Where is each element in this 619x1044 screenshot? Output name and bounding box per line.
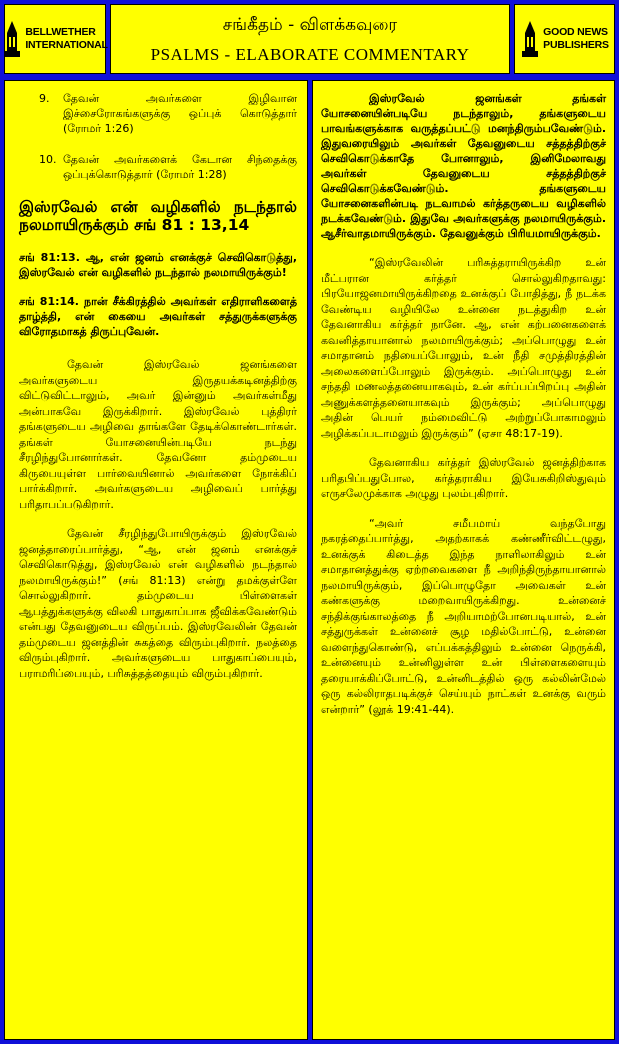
verse-13: சங் 81:13. ஆ, என் ஜனம் எனக்குச் செவிகொடுத்து, இஸ்ரவேல் என் வழிகளில் நடந்தால் நலமாயிருக்கும்! bbox=[19, 251, 297, 279]
goodnews-logo-text bbox=[543, 26, 609, 52]
bellwether-logo-icon bbox=[2, 19, 22, 59]
bellwether-logo-text bbox=[25, 26, 107, 52]
logo-line: GOOD NEWS bbox=[543, 26, 608, 38]
list-text: தேவன் அவர்களைக் கேடான சிந்தைக்கு ஒப்புக்கொடுத்தார் (ரோமர் 1:28) bbox=[63, 153, 297, 181]
verse-14: சங் 81:14. நான் சீக்கிரத்தில் அவர்கள் எதிராளிகளைத் தாழ்த்தி, என் கையை அவர்கள் சத்துருக்களுக்கு விரோதமாகத் திருப்புவேன். bbox=[19, 295, 297, 338]
list-number: 10. bbox=[39, 153, 57, 166]
section-heading: இஸ்ரவேல் என் வழிகளில் நடந்தால் நலமாயிருக்கும் சங் 81 : 13,14 bbox=[19, 198, 297, 234]
bellwether-logo-box bbox=[4, 4, 106, 74]
title-tamil: சங்கீதம் - விளக்கவுரை bbox=[222, 15, 398, 35]
list-text: தேவன் அவர்களை இழிவான இச்சைரோகங்களுக்கு ஒப்புக் கொடுத்தார் (ரோமர் 1:26) bbox=[63, 92, 297, 135]
right-column bbox=[312, 80, 615, 1040]
scripture-quote: “இஸ்ரவேலின் பரிசுத்தராயிருக்கிற உன் மீட்பரான கர்த்தர் சொல்லுகிறதாவது: பிரயோஜனமாயிருக்கிறதை உனக்குப் போதித்து, நீ நடக்க வேண்டிய வழியிலே உன்னை நடத்துகிற உன் தேவனாகிய கர்த்தர் நானே. ஆ, என் கற்பனைகளைக் கவனித்தாயானால் நலமாயிருக்கும்; அப்பொழுது உன் சமாதானம் நதியைப்போலும், உன் நீதி சமுத்திரத்தின் அலைகளைப்போலும் இருக்கும். அப்பொழுது உன் சந்ததி மணலத்தனையாகவும், உன் கர்ப்பப்பிறப்பு அதின் அணுக்களத்தனையாகவும் இருக்கும்; அப்பொழுது அதின் பெயர் நம்மைவிட்டு அற்றுப்போகாமலும் அழிக்கப்படாமலும் இருக்கும்” (ஏசா 48:17-19). bbox=[321, 256, 606, 440]
scripture-quote: “அவர் சமீபமாய் வந்தபோது நகரத்தைப்பார்த்து, அதற்காகக் கண்ணீர்விட்டழுது, உனக்குக் கிடைத்த இந்த நாளிலாகிலும் உன் சமாதானத்துக்கு ஏற்றவைகளை நீ அறிந்திருந்தாயானால் நலமாயிருக்கும், இப்பொழுதோ அவைகள் உன் கண்களுக்கு மறைவாயிருக்கிறது. உன்னைச் சந்திக்குங்காலத்தை நீ அறியாமற்போனபடியால், உன் சத்துருக்கள் உன்னைச் சூழ மதில்போட்டு, உன்னை வளைந்துகொண்டு, எப்பக்கத்திலும் உன்னை நெருக்கி, உன்னையும் உன்னிலுள்ள உன் பிள்ளைகளையும் தரையாக்கிப்போட்டு, உன்னிடத்தில் ஒரு கல்லின்மேல் ஒரு கல்லிராதபடிக்குச் செய்யும் நாட்கள் உனக்கு வரும் என்றார்” (லூக் 19:41-44). bbox=[321, 516, 606, 716]
goodnews-logo-box bbox=[514, 4, 615, 74]
list-number: 9. bbox=[39, 92, 50, 105]
paragraph: தேவனாகிய கர்த்தர் இஸ்ரவேல் ஜனத்திற்காக பரிதபிப்பதுபோல, கர்த்தராகிய இயேசுகிறிஸ்துவும் எருசலேமுக்காக அழுது புலம்புகிறார். bbox=[321, 456, 606, 500]
paragraph: தேவன் சீரழிந்துபோயிருக்கும் இஸ்ரவேல் ஜனத்தாரைப்பார்த்து, “ஆ, என் ஜனம் எனக்குச் செவிகொடுத்து, இஸ்ரவேல் என் வழிகளில் நடந்தால் நலமாயிருக்கும்!” (சங் 81:13) என்று தமக்குள்ளே சொல்லுகிறார். தம்முடைய பிள்ளைகள் ஆபத்துக்களுக்கு விலகி பாதுகாப்பாக ஜீவிக்கவேண்டும் என்பது தேவனுடைய விருப்பம். இஸ்ரவேலின் தேவன் தம்முடைய ஜனத்தின் சுகத்தை விரும்புகிறார். நலத்தை விரும்புகிறார். அவர்களுடைய பாதுகாப்பையும், பராமரிப்பையும், பரிசுத்தத்தையும் விரும்புகிறார். bbox=[19, 527, 297, 680]
header-title-box bbox=[110, 4, 510, 74]
bold-paragraph: இஸ்ரவேல் ஜனங்கள் தங்கள் யோசனையின்படியே நடந்தாலும், தங்களுடைய பாவங்களுக்காக வருத்தப்பட்டு மனந்திரும்பவேண்டும். இதுவரையிலும் அவர்கள் தேவனுடைய சத்தத்திற்குச் செவிகொடுக்காதே போனாலும், இனிமேலாவது அவர்கள் தேவனுடைய சத்தத்திற்குச் செவிகொடுக்கவேண்டும். தங்களுடைய யோசனைகளின்படி நடவாமல் கர்த்தருடைய வழிகளில் நடக்கவேண்டும். இதுவே அவர்களுக்கு நலமாயிருக்கும். ஆசீர்வாதமாயிருக்கும். தேவனுக்கும் பிரியமாயிருக்கும். bbox=[321, 92, 606, 240]
paragraph: தேவன் இஸ்ரவேல் ஜனங்களை அவர்களுடைய இருதயக்கடினத்திற்கு விட்டுவிட்டாலும், அவர் இன்னும் அவர்கள்மீது அன்பாகவே இருக்கிறார். இஸ்ரவேல் புத்திரர் தங்களுடைய அழிவை தாங்களே தேடிக்கொண்டார்கள். தங்கள் யோசனையின்படியே நடந்து சீரழிந்துபோனார்கள். தேவனோ தம்முடைய கிருபையுள்ள பார்வையினால் அவர்களை நோக்கிப் பார்க்கிறார். அவர்களுடைய அழிவைப் பார்த்து பரிதாபப்படுகிறார். bbox=[19, 358, 297, 511]
logo-line: BELLWETHER bbox=[25, 26, 96, 38]
left-column bbox=[4, 80, 308, 1040]
goodnews-logo-icon bbox=[520, 19, 540, 59]
list-item bbox=[19, 91, 297, 136]
logo-line: INTERNATIONAL bbox=[25, 39, 108, 51]
list-item bbox=[19, 152, 297, 182]
logo-line: PUBLISHERS bbox=[543, 39, 609, 51]
title-english: PSALMS - ELABORATE COMMENTARY bbox=[150, 45, 470, 64]
